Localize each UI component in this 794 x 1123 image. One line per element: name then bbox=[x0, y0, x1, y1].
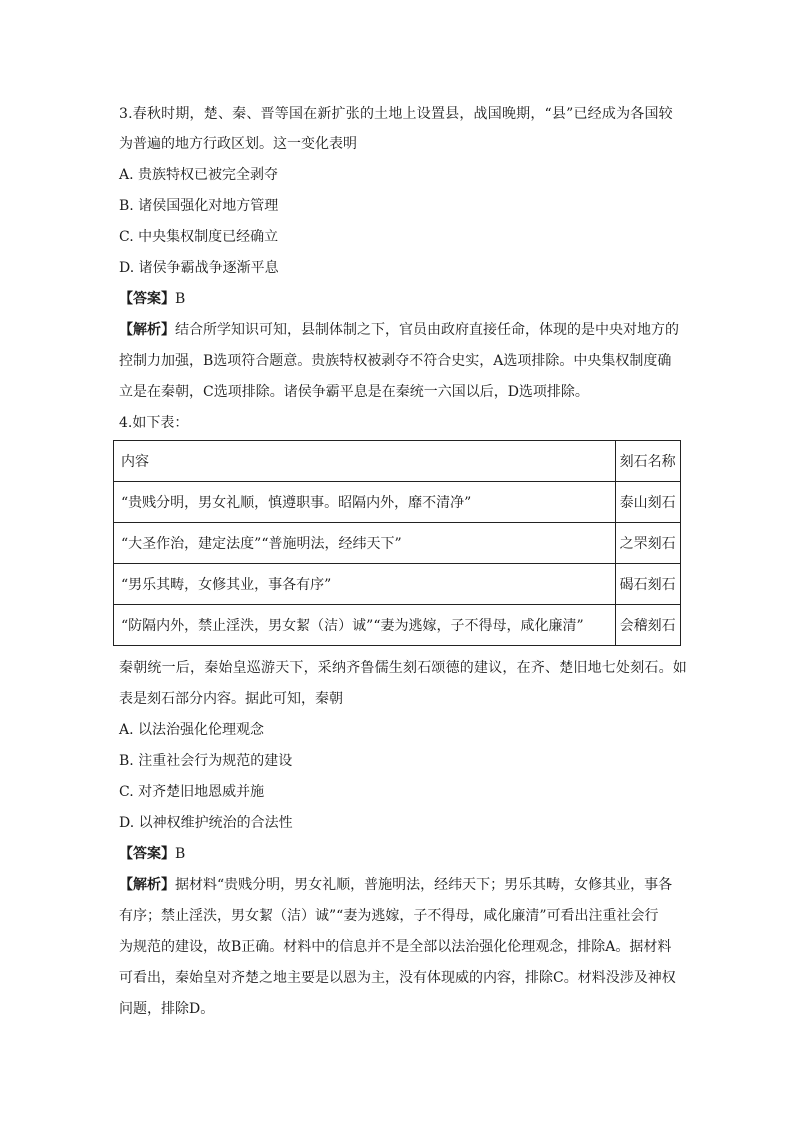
table-cell-content: “贵贱分明，男女礼顺，慎遵职事。昭隔内外，靡不清净” bbox=[114, 482, 616, 523]
table-row bbox=[114, 564, 681, 605]
q4-analysis-line-1 bbox=[119, 875, 672, 895]
table-cell-stele-name: 之罘刻石 bbox=[615, 523, 680, 564]
q4-option-a: A. 以法治强化伦理观念 bbox=[119, 722, 265, 738]
table-row bbox=[114, 523, 681, 564]
q3-option-a: A. 贵族特权已被完全剥夺 bbox=[119, 167, 279, 183]
q3-answer bbox=[119, 289, 185, 309]
q4-analysis-line-3: 为规范的建设，故B正确。材料中的信息并不是全部以法治强化伦理观念，排除A。据材料 bbox=[119, 939, 672, 955]
q4-stem-intro: 4.如下表： bbox=[119, 415, 189, 431]
table-header-row bbox=[114, 441, 681, 482]
q3-analysis-label: 【解析】 bbox=[119, 322, 175, 338]
q4-analysis-line-2: 有序；禁止淫泆，男女絜（洁）诚”“妻为逃嫁，子不得母，咸化廉清”可看出注重社会行 bbox=[119, 908, 659, 924]
q4-stem-line-1: 秦朝统一后，秦始皇巡游天下，采纳齐鲁儒生刻石颂德的建议，在齐、楚旧地七处刻石。如 bbox=[119, 660, 687, 676]
q4-analysis-line-4: 可看出，秦始皇对齐楚之地主要是以恩为主，没有体现威的内容，排除C。材料没涉及神权 bbox=[119, 970, 676, 986]
q4-analysis-text-1: 据材料“贵贱分明，男女礼顺，普施明法，经纬天下；男乐其畴，女修其业，事各 bbox=[175, 877, 673, 893]
table-cell-content: “防隔内外，禁止淫泆，男女絜（洁）诚”“妻为逃嫁，子不得母，咸化廉清” bbox=[114, 605, 616, 646]
q4-option-b: B. 注重社会行为规范的建设 bbox=[119, 753, 293, 769]
q3-option-c: C. 中央集权制度已经确立 bbox=[119, 229, 279, 245]
q3-option-d: D. 诸侯争霸战争逐渐平息 bbox=[119, 260, 279, 276]
table-header-stele-name: 刻石名称 bbox=[615, 441, 680, 482]
q3-stem-line-1: 3.春秋时期，楚、秦、晋等国在新扩张的土地上设置县，战国晚期，“县”已经成为各国较 bbox=[119, 106, 673, 122]
q3-analysis-line-2: 控制力加强，B选项符合题意。贵族特权被剥夺不符合史实，A选项排除。中央集权制度确 bbox=[119, 353, 672, 369]
q4-analysis-line-5: 问题，排除D。 bbox=[119, 1001, 215, 1017]
q3-option-b: B. 诸侯国强化对地方管理 bbox=[119, 198, 279, 214]
table-row bbox=[114, 605, 681, 646]
q3-answer-label: 【答案】 bbox=[119, 291, 175, 307]
table-cell-content: “大圣作治，建定法度”“普施明法，经纬天下” bbox=[114, 523, 616, 564]
q4-answer-label: 【答案】 bbox=[119, 846, 175, 862]
table-header-content: 内容 bbox=[114, 441, 616, 482]
table-cell-stele-name: 会稽刻石 bbox=[615, 605, 680, 646]
q3-analysis-line-1 bbox=[119, 320, 679, 340]
q4-answer bbox=[119, 844, 185, 864]
q3-analysis-line-3: 立是在秦朝，C选项排除。诸侯争霸平息是在秦统一六国以后，D选项排除。 bbox=[119, 384, 589, 400]
q4-stem-line-2: 表是刻石部分内容。据此可知，秦朝 bbox=[119, 691, 343, 707]
q4-answer-value: B bbox=[175, 846, 186, 862]
table-row bbox=[114, 482, 681, 523]
stele-table bbox=[113, 440, 681, 646]
q3-answer-value: B bbox=[175, 291, 186, 307]
table-cell-stele-name: 碣石刻石 bbox=[615, 564, 680, 605]
table-cell-content: “男乐其畴，女修其业，事各有序” bbox=[114, 564, 616, 605]
q3-stem-line-2: 为普遍的地方行政区划。这一变化表明 bbox=[119, 136, 357, 152]
q3-analysis-text-1: 结合所学知识可知，县制体制之下，官员由政府直接任命，体现的是中央对地方的 bbox=[175, 322, 679, 338]
q4-option-d: D. 以神权维护统治的合法性 bbox=[119, 815, 293, 831]
table-cell-stele-name: 泰山刻石 bbox=[615, 482, 680, 523]
q4-analysis-label: 【解析】 bbox=[119, 877, 175, 893]
q4-option-c: C. 对齐楚旧地恩威并施 bbox=[119, 784, 265, 800]
